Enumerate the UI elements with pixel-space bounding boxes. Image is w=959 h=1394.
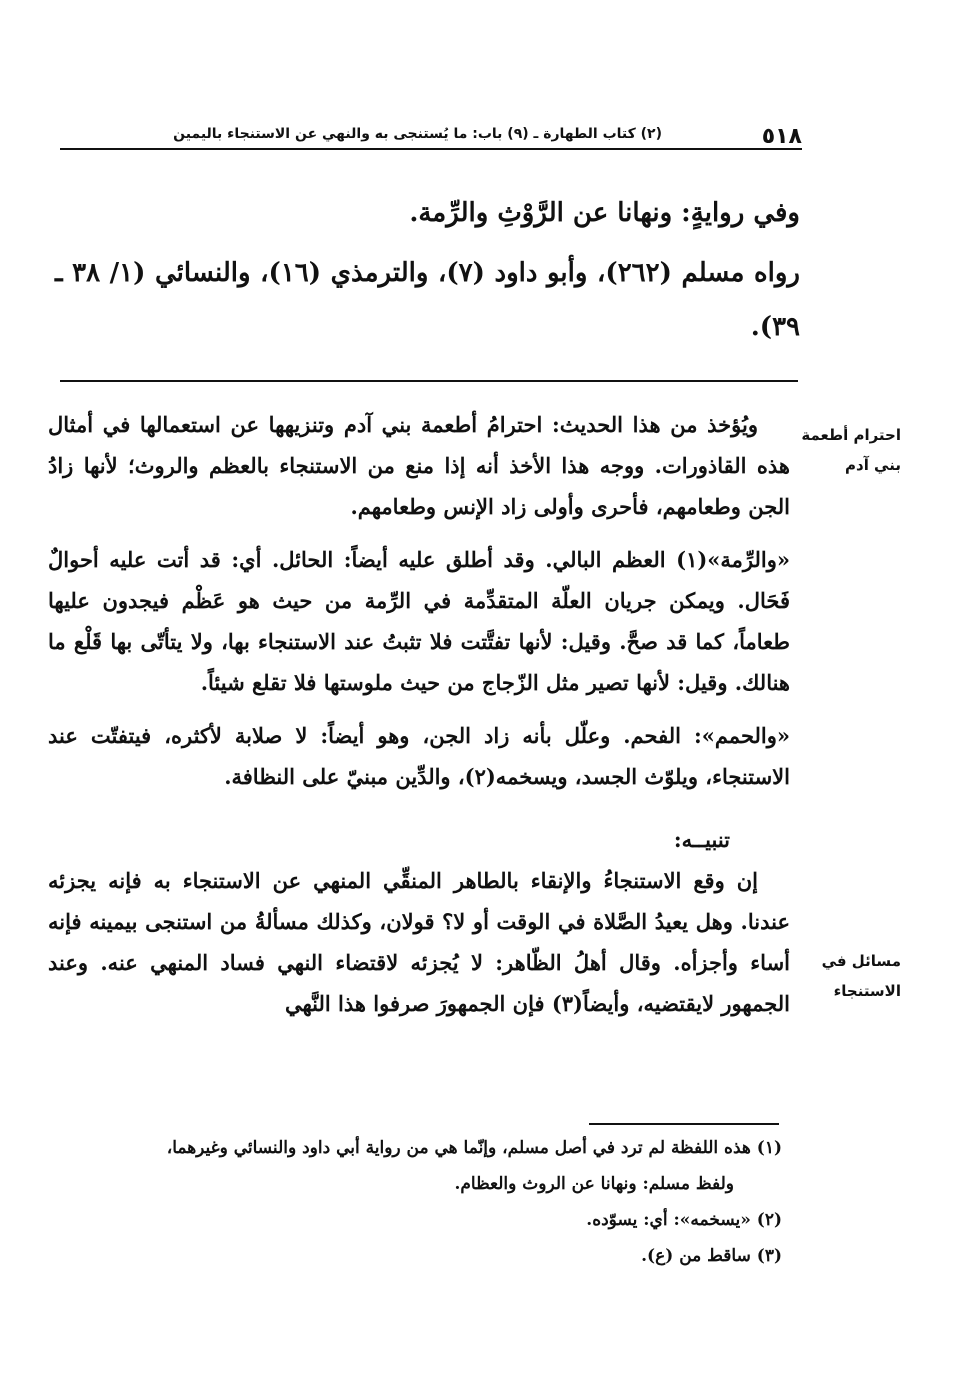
paragraph-humam: «والحمم»: الفحم. وعلّل بأنه زاد الجن، وهو أيضاً: لا صلابة لأكثره، فيتفتّت عند الاستنجاء، ويلوّث الجسد، ويسخمه(٢)، والدِّين مبنيّ على النظافة.: [48, 723, 790, 789]
section-rule: [60, 380, 798, 382]
footnote-rule: [589, 1123, 779, 1125]
running-title: (٢) كتاب الطهارة ـ (٩) باب: ما يُستنجى به والنهي عن الاستنجاء باليمين: [173, 126, 662, 142]
page-number: ٥١٨: [761, 124, 802, 149]
paragraph-rimma: «والرِّمة»(١) العظم البالي. وقد أطلق عليه أيضاً: الحائل. أي: قد أتت عليه أحوالٌ فَحَال. ويمكن جريان العلّة المتقدِّمة في الرِّمة من حيث هو عَظْم فيجدون عليها طعاماً، كما قد صحَّ. وقيل: لأنها تفتَّتت فلا تثبتُ عند الاستنجاء بها، ولا يتأتّى بها قَلْع ما هنالك. وقيل: لأنها تصير مثل الزّجاج من حيث ملوستها فلا تقلع شيئاً.: [48, 547, 790, 695]
riwaya-line: وفي روايةٍ: ونهانا عن الرَّوْثِ والرِّمة.: [409, 198, 800, 228]
margin-note-istinja-issues: مسائل في الاستنجاء: [821, 952, 901, 1000]
footnote-2: (٢) «يسخمه»: أي: يسوّده.: [586, 1210, 782, 1230]
footnote-1-continued: ولفظ مسلم: ونهانا عن الروث والعظام.: [454, 1174, 734, 1194]
tanbih-heading: تنبيــه:: [673, 827, 730, 852]
takhrij-line: رواه مسلم (٢٦٢)، وأبو داود (٧)، والترمذي (١٦)، والنسائي (١/ ٣٨ ـ ٣٩).: [55, 258, 800, 342]
commentary-body: [48, 404, 790, 1036]
page-header: [60, 118, 802, 148]
paragraph-respect-food: ويُؤخذ من هذا الحديث: احترامُ أطعمة بني آدم وتنزيهها عن استعمالها في أمثال هذه القاذورات. ووجه هذا الأخذ أنه إذا منع من الاستنجاء بالعظم والروث؛ لأنها زادُ الجن وطعامهم، فأحرى وأولى زاد الإنس وطعامهم.: [48, 412, 790, 519]
footnote-3: (٣) ساقط من (ع).: [641, 1246, 782, 1266]
paragraph-tanbih: إن وقع الاستنجاءُ والإنقاء بالطاهر المنقِّي المنهي عن الاستنجاء به فإنه يجزئه عندنا. وهل يعيدُ الصَّلاة في الوقت أو لا؟ قولان، وكذلك مسألةُ من استنجى بيمينه فإنه أساء وأجزأه. وقال أهلُ الظّاهر: لا يُجزئه لاقتضاء النهي فساد المنهي عنه. وعند الجمهور لايقتضيه، وأيضاً(٣) فإن الجمهورَ صرفوا هذا النَّهي: [48, 868, 790, 1016]
margin-note-respect-food: احترام أطعمة بني آدم: [801, 426, 901, 474]
hadith-block: [55, 186, 800, 354]
footnotes: [40, 1130, 782, 1274]
header-rule: [60, 148, 802, 150]
footnote-1: (١) هذه اللفظة لم ترد في أصل مسلم، وإنّما هي من رواية أبي داود والنسائي وغيرهما،: [166, 1138, 782, 1158]
